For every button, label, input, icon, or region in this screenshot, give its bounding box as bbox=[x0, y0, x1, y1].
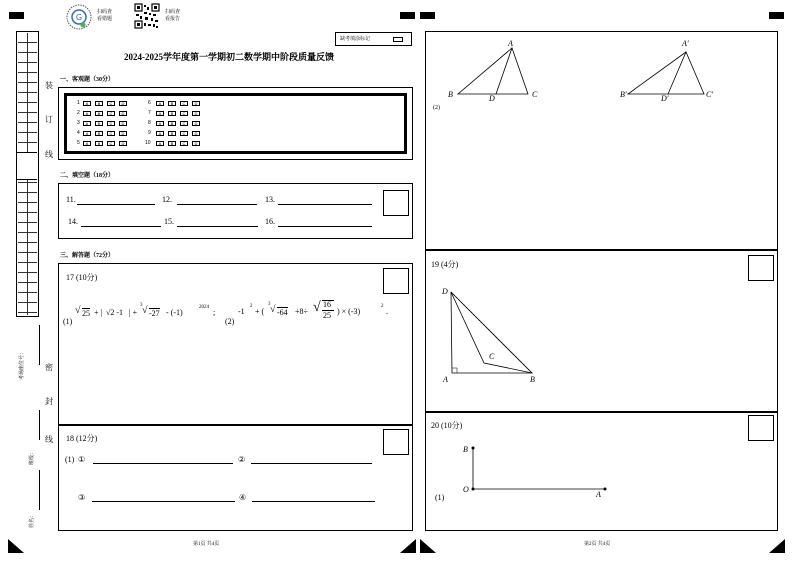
choice-bubble-c[interactable]: C bbox=[180, 111, 188, 116]
qr1-label-line1: 扫码查 bbox=[97, 10, 113, 15]
binding-line-1 bbox=[39, 325, 40, 365]
corner-mark-top-mid-right bbox=[420, 12, 435, 19]
choice-question-number: 6 bbox=[148, 100, 151, 106]
q17-e2-exp2: 2 bbox=[381, 304, 384, 309]
q19-figure bbox=[440, 285, 540, 380]
q17-e2-num: 16 bbox=[323, 300, 331, 309]
choice-bubble-b[interactable]: B bbox=[95, 111, 103, 116]
q18-circle2: ② bbox=[238, 455, 246, 464]
q17-e1-exp: 2024 bbox=[199, 305, 209, 310]
exam-no-label: 考场座位号： bbox=[20, 349, 25, 380]
fill-q11: 11. bbox=[66, 195, 76, 204]
choice-bubble-d[interactable]: D bbox=[119, 141, 127, 146]
choice-bubble-c[interactable]: C bbox=[107, 121, 115, 126]
choice-bubble-d[interactable]: D bbox=[119, 131, 127, 136]
missing-exam-box bbox=[335, 32, 412, 46]
q20-part1-label: (1) bbox=[435, 493, 445, 502]
q17-heading: 17 (10分) bbox=[66, 273, 98, 282]
choice-bubble-a[interactable]: A bbox=[83, 111, 91, 116]
footer-right: 第2页 共4页 bbox=[584, 542, 611, 547]
q17-e2-den: 25 bbox=[323, 311, 331, 320]
binding-line-3 bbox=[39, 470, 40, 510]
choice-bubble-c[interactable]: C bbox=[107, 141, 115, 146]
fill-q16: 16. bbox=[265, 217, 275, 226]
choice-bubble-d[interactable]: D bbox=[119, 111, 127, 116]
section1-title: 一、客观题（30分） bbox=[60, 77, 115, 83]
choice-bubble-d[interactable]: D bbox=[192, 141, 200, 146]
choice-bubble-b[interactable]: B bbox=[168, 111, 176, 116]
choice-bubble-a[interactable]: A bbox=[83, 121, 91, 126]
qr2-label-line2: 看报告 bbox=[165, 17, 181, 22]
choice-bubble-d[interactable]: D bbox=[192, 101, 200, 106]
fill-q14-blank[interactable] bbox=[81, 226, 161, 227]
q17-expr2: -1 2 + ( 3 √ -64 +8÷ √ 16 25 ) × (-3) 2 . bbox=[238, 300, 388, 320]
choice-question-number: 1 bbox=[77, 100, 80, 106]
choice-bubble-a[interactable]: A bbox=[83, 131, 91, 136]
fill-score-box[interactable] bbox=[383, 190, 409, 216]
corner-triangle-bottom-mid-left bbox=[400, 539, 416, 553]
q18-circle4: ④ bbox=[239, 493, 247, 502]
q19-label-c: C bbox=[489, 352, 495, 361]
choice-question-number: 4 bbox=[77, 130, 80, 136]
choice-bubble-a[interactable]: A bbox=[83, 141, 91, 146]
q17-panel bbox=[58, 263, 413, 425]
tri1-label-d: D bbox=[489, 94, 495, 103]
q17-e2-head: -1 bbox=[238, 307, 245, 316]
q17-e1-cbrt: -27 bbox=[149, 309, 160, 318]
binding-xian2: 线 bbox=[45, 435, 53, 444]
fill-q13: 13. bbox=[265, 195, 275, 204]
corner-triangle-bottom-mid-right bbox=[420, 539, 436, 553]
exam-title: 2024-2025学年度第一学期初二数学期中阶段质量反馈 bbox=[124, 52, 334, 62]
svg-text:G: G bbox=[75, 13, 83, 22]
q18-blank4[interactable] bbox=[252, 501, 375, 502]
choice-bubble-b[interactable]: B bbox=[168, 131, 176, 136]
choice-bubble-d[interactable]: D bbox=[119, 101, 127, 106]
q17-e1-abs: √2 -1 bbox=[106, 308, 124, 317]
choice-bubble-c[interactable]: C bbox=[107, 131, 115, 136]
choice-bubble-c[interactable]: C bbox=[180, 141, 188, 146]
corner-mark-top-right bbox=[769, 12, 784, 19]
fill-q11-blank[interactable] bbox=[77, 204, 155, 205]
choice-bubble-a[interactable]: A bbox=[156, 131, 164, 136]
choice-question-number: 5 bbox=[77, 140, 80, 146]
q18-blank1[interactable] bbox=[93, 463, 233, 464]
binding-feng: 封 bbox=[45, 397, 53, 406]
triangle-abc-prime-figure bbox=[620, 44, 720, 104]
q19-heading: 19 (4分) bbox=[431, 260, 459, 269]
choice-bubble-a[interactable]: A bbox=[83, 101, 91, 106]
q19-label-b: B bbox=[530, 375, 535, 384]
tri2-label-c: C′ bbox=[706, 90, 714, 99]
q18-blank2[interactable] bbox=[251, 463, 372, 464]
qr2-label-line1: 扫码查 bbox=[165, 10, 181, 15]
q18-score-box[interactable] bbox=[383, 429, 409, 455]
choice-bubble-a[interactable]: A bbox=[156, 101, 164, 106]
choice-bubble-d[interactable]: D bbox=[192, 111, 200, 116]
qr-code-icon bbox=[134, 3, 160, 29]
q17-e2-end: . bbox=[386, 307, 388, 316]
q17-part2-label: (2) bbox=[225, 317, 235, 326]
q17-e2-close: ) × (-3) bbox=[337, 307, 361, 316]
choice-bubble-c[interactable]: C bbox=[107, 101, 115, 106]
corner-triangle-bottom-right bbox=[769, 539, 785, 553]
choice-question-number: 10 bbox=[145, 140, 151, 146]
binding-zhuang: 装 bbox=[45, 81, 53, 90]
choice-bubble-a[interactable]: A bbox=[156, 111, 164, 116]
missing-exam-label: 缺考填涂标记 bbox=[340, 37, 371, 42]
section2-title: 二、填空题（18分） bbox=[60, 173, 115, 179]
q18-blank3[interactable] bbox=[92, 501, 235, 502]
choice-bubble-d[interactable]: D bbox=[192, 121, 200, 126]
q17-e1-end: ; bbox=[213, 308, 216, 317]
right-part2-label: (2) bbox=[433, 105, 440, 111]
q20-label-a: A bbox=[596, 490, 601, 499]
q20-label-o: O bbox=[463, 485, 469, 494]
section3-title: 三、解答题（72分） bbox=[60, 253, 115, 259]
fill-q13-blank[interactable] bbox=[278, 204, 372, 205]
choice-bubble-c[interactable]: C bbox=[180, 121, 188, 126]
choice-frame bbox=[64, 93, 407, 154]
q19-score-box[interactable] bbox=[748, 255, 774, 281]
fill-q14: 14. bbox=[68, 217, 78, 226]
q17-e1-tail: - (-1) bbox=[166, 308, 183, 317]
binding-mi: 密 bbox=[45, 363, 53, 372]
q17-e1-sqrt: 25 bbox=[82, 309, 90, 318]
missing-exam-bubble[interactable] bbox=[393, 37, 403, 42]
q18-circle3: ③ bbox=[78, 493, 86, 502]
q17-score-box[interactable] bbox=[383, 268, 409, 294]
q17-e2-exp1: 2 bbox=[250, 304, 253, 309]
name-label: 姓名： bbox=[30, 512, 35, 528]
choice-bubble-b[interactable]: B bbox=[168, 121, 176, 126]
choice-bubble-b[interactable]: B bbox=[168, 101, 176, 106]
q18-heading: 18 (12分) bbox=[66, 434, 98, 443]
corner-mark-top-left bbox=[9, 12, 24, 19]
choice-bubble-c[interactable]: C bbox=[107, 111, 115, 116]
binding-line-2 bbox=[39, 410, 40, 440]
tri1-label-c: C bbox=[532, 90, 538, 99]
q17-e2-plus: + ( bbox=[255, 307, 265, 316]
corner-triangle-bottom-left bbox=[8, 539, 24, 553]
choice-bubble-b[interactable]: B bbox=[95, 101, 103, 106]
q19-label-d: D bbox=[442, 287, 448, 296]
choice-bubble-d[interactable]: D bbox=[192, 131, 200, 136]
fill-panel bbox=[58, 183, 413, 239]
fill-q12: 12. bbox=[162, 195, 172, 204]
choice-bubble-b[interactable]: B bbox=[95, 131, 103, 136]
class-label: 班级： bbox=[30, 449, 35, 465]
choice-question-number: 9 bbox=[148, 130, 151, 136]
fill-q15: 15. bbox=[164, 217, 174, 226]
q17-part1-label: (1) bbox=[63, 317, 73, 326]
fill-q15-blank[interactable] bbox=[177, 226, 258, 227]
tri2-label-b: B′ bbox=[620, 90, 627, 99]
choice-bubble-b[interactable]: B bbox=[95, 141, 103, 146]
choice-bubble-c[interactable]: C bbox=[180, 131, 188, 136]
q20-label-b: B bbox=[463, 445, 468, 454]
choice-bubble-c[interactable]: C bbox=[180, 101, 188, 106]
q19-label-a: A bbox=[443, 375, 448, 384]
choice-question-number: 8 bbox=[148, 120, 151, 126]
tri1-label-b: B bbox=[448, 90, 453, 99]
q20-figure bbox=[465, 440, 610, 495]
footer-left: 第1页 共4页 bbox=[193, 542, 220, 547]
choice-question-number: 2 bbox=[77, 110, 80, 116]
q17-expr1: √ 25 + | √2 -1 | + 3 √ -27 - (-1) 2024 ; bbox=[75, 303, 216, 318]
binding-xian: 线 bbox=[45, 150, 53, 159]
q20-score-box[interactable] bbox=[748, 415, 774, 441]
q18-part1-label: (1) bbox=[65, 455, 75, 464]
qr1-label-line2: 看错题 bbox=[97, 17, 113, 22]
q17-e2-mid: +8÷ bbox=[295, 307, 308, 316]
q17-e2-cbrt: -64 bbox=[277, 308, 288, 317]
choice-question-number: 3 bbox=[77, 120, 80, 126]
fill-q12-blank[interactable] bbox=[177, 204, 257, 205]
choice-question-number: 7 bbox=[148, 110, 151, 116]
tri2-label-d: D′ bbox=[661, 94, 669, 103]
choice-bubble-a[interactable]: A bbox=[156, 121, 164, 126]
choice-bubble-d[interactable]: D bbox=[119, 121, 127, 126]
q20-heading: 20 (10分) bbox=[431, 421, 463, 430]
choice-bubble-b[interactable]: B bbox=[168, 141, 176, 146]
choice-bubble-a[interactable]: A bbox=[156, 141, 164, 146]
corner-mark-top-mid-left bbox=[400, 12, 415, 19]
logo-badge-icon bbox=[66, 4, 92, 30]
tri1-label-a: A bbox=[508, 39, 513, 48]
tri2-label-a: A′ bbox=[682, 39, 689, 48]
binding-ding: 订 bbox=[45, 115, 53, 124]
q18-panel bbox=[58, 425, 413, 531]
q18-circle1: ① bbox=[78, 455, 86, 464]
fill-q16-blank[interactable] bbox=[278, 226, 372, 227]
student-id-grid[interactable] bbox=[16, 31, 39, 317]
choice-bubble-b[interactable]: B bbox=[95, 121, 103, 126]
